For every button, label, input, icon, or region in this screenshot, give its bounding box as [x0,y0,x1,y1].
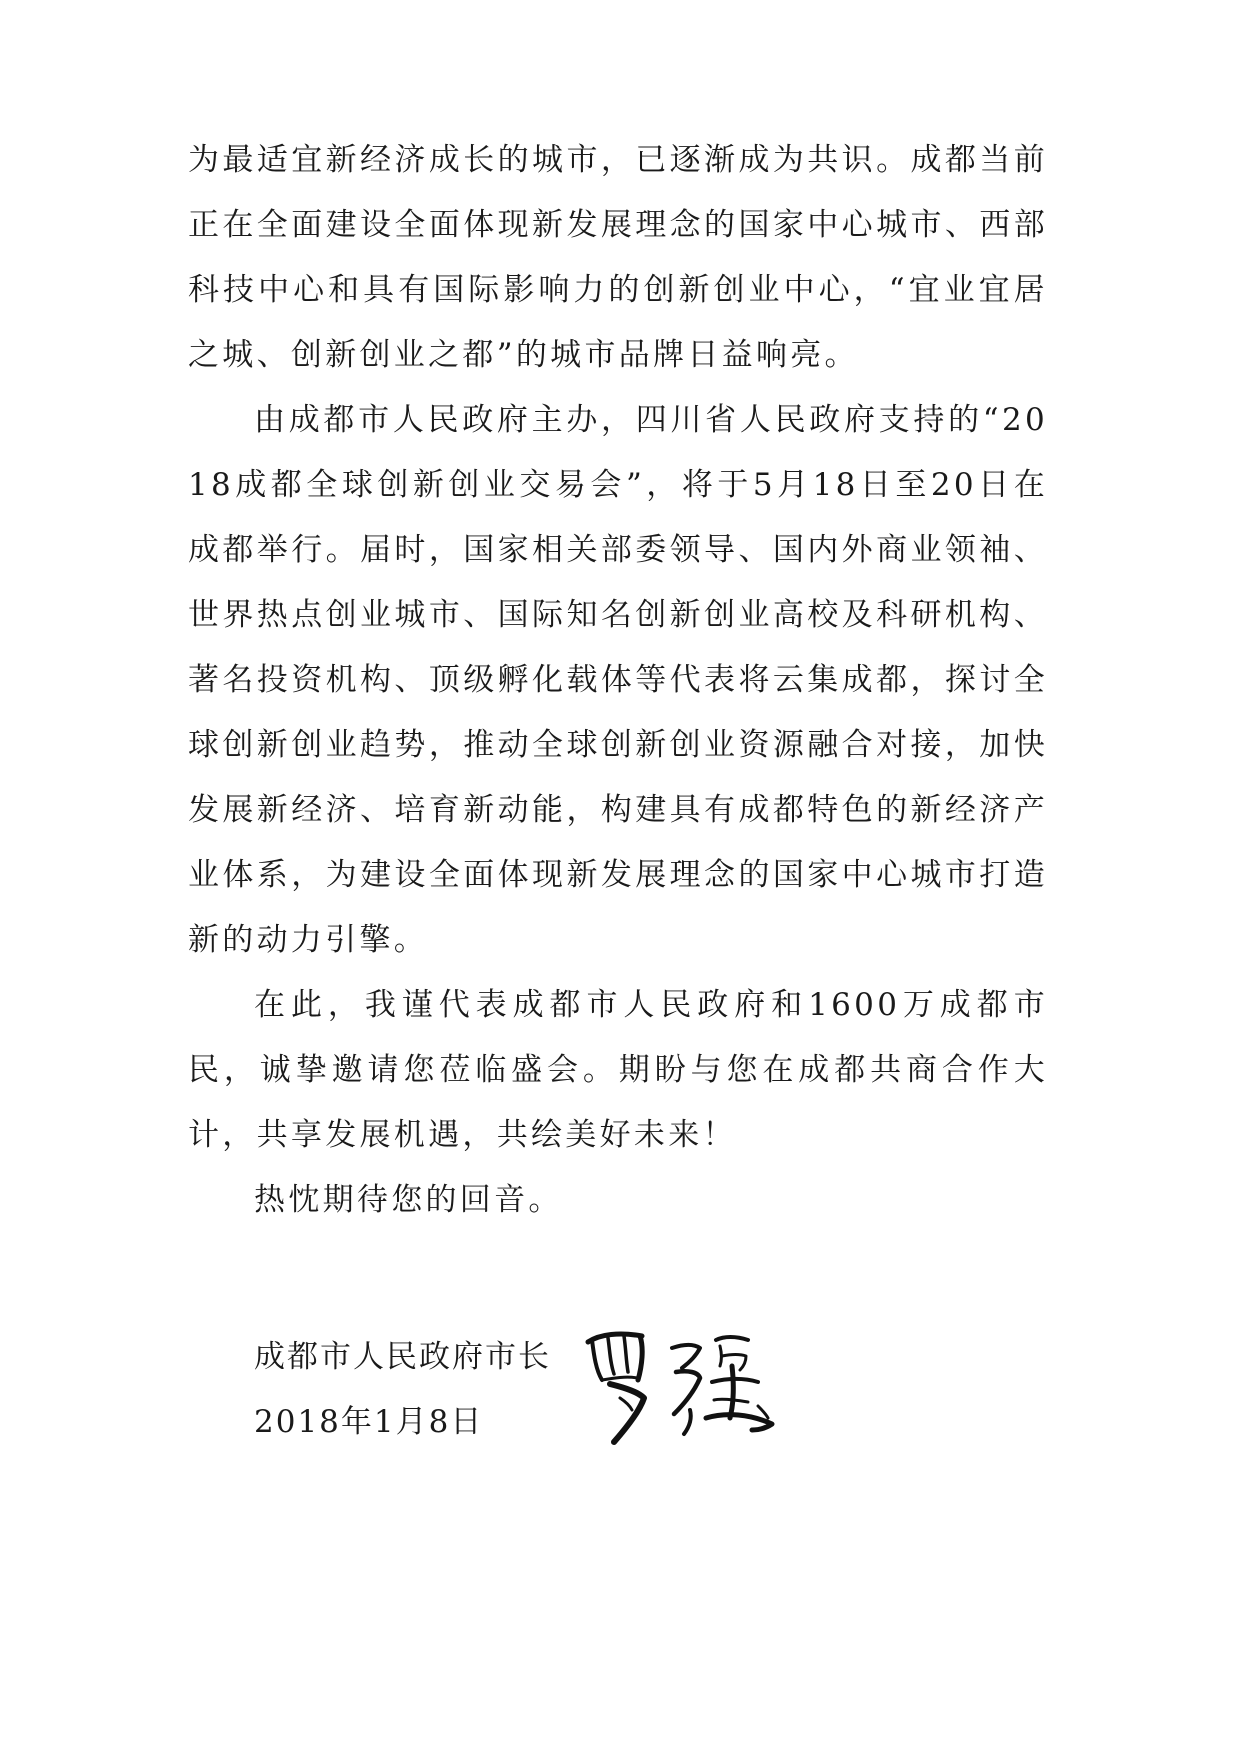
signer-title: 成都市人民政府市长 [254,1339,551,1375]
paragraph-context: 为最适宜新经济成长的城市，已逐渐成为共识。成都当前正在全面建设全面体现新发展理念的国家中心城市、西部科技中心和具有国际影响力的创新创业中心，“宜业宜居之城、创新创业之都”的城市品牌日益响亮。 [188,142,1048,373]
paragraph-event: 由成都市人民政府主办，四川省人民政府支持的“2018成都全球创新创业交易会”，将于5月18日至20日在成都举行。届时，国家相关部委领导、国内外商业领袖、世界热点创业城市、国际知名创新创业高校及科研机构、著名投资机构、顶级孵化载体等代表将云集成都，探讨全球创新创业趋势，推动全球创新创业资源融合对接，加快发展新经济、培育新动能，构建具有成都特色的新经济产业体系，为建设全面体现新发展理念的国家中心城市打造新的动力引擎。 [188,402,1048,958]
paragraph-invitation: 在此，我谨代表成都市人民政府和1600万成都市民，诚挚邀请您莅临盛会。期盼与您在成都共商合作大计，共享发展机遇，共绘美好未来！ [188,987,1048,1153]
signature-block [254,1325,594,1455]
letter-date: 2018年1月8日 [254,1404,484,1440]
handwritten-signature [580,1322,780,1452]
letter-body [188,128,1048,1233]
paragraph-closing: 热忱期待您的回音。 [254,1182,563,1218]
